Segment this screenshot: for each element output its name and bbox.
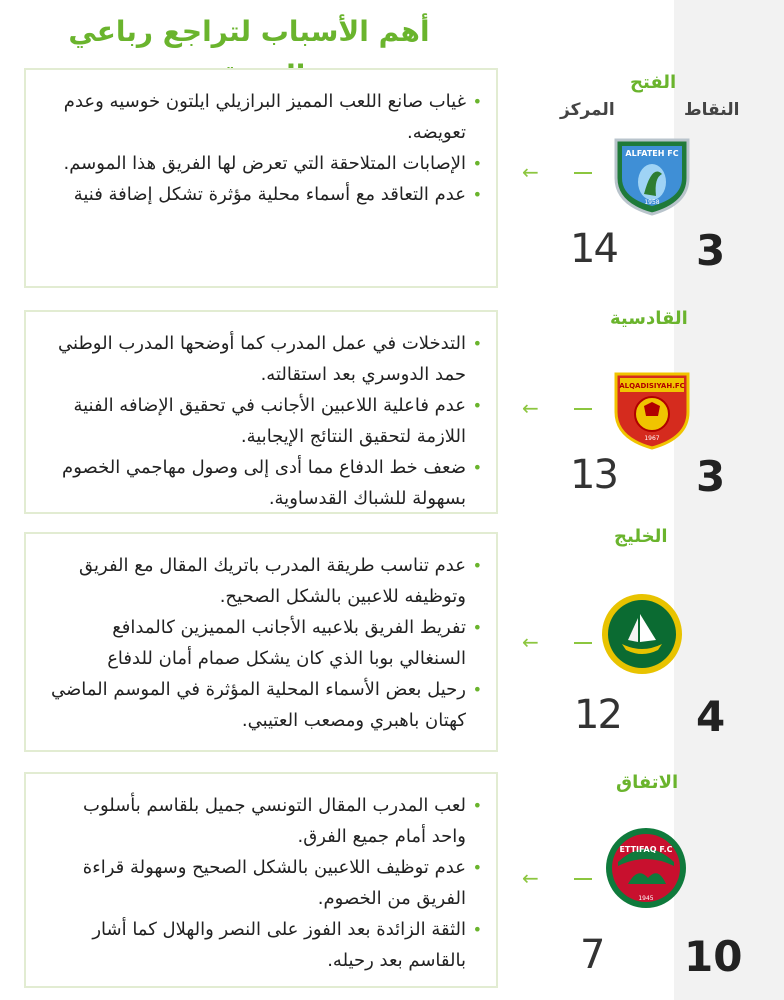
- reasons-box: [24, 772, 498, 988]
- bullet-icon: •: [472, 396, 482, 415]
- team-name: الاتفاق: [616, 772, 679, 793]
- reason-item: • عدم تناسب طريقة المدرب باتريك المقال مع الفريق وتوظيفه للاعبين بالشكل الصحيح.: [44, 550, 482, 612]
- alqadisiyah-logo-icon: [610, 368, 694, 452]
- reasons-list: [44, 86, 482, 210]
- points-value: 4: [696, 692, 726, 741]
- reason-item: • تفريط الفريق بلاعبيه الأجانب المميزين كالمدافع السنغالي بوبا الذي كان يشكل صمام أمان للدفاع: [44, 612, 482, 674]
- points-value: 3: [696, 226, 726, 275]
- reason-item: • ضعف خط الدفاع مما أدى إلى وصول مهاجمي الخصوم بسهولة للشباك القدساوية.: [44, 452, 482, 514]
- bullet-icon: •: [472, 680, 482, 699]
- alettifaq-logo-icon: [604, 826, 688, 910]
- bullet-icon: •: [472, 556, 482, 575]
- team-name: الفتح: [630, 72, 677, 93]
- points-value: 3: [696, 452, 726, 501]
- arrow-icon: ←: [522, 400, 592, 416]
- rank-value: 13: [570, 452, 617, 498]
- arrow-icon: ←: [522, 634, 592, 650]
- rank-header: المركز: [560, 100, 615, 120]
- team-name: القادسية: [610, 308, 688, 329]
- bullet-icon: •: [472, 618, 482, 637]
- reasons-list: [44, 328, 482, 514]
- bullet-icon: •: [472, 334, 482, 353]
- reason-item: • عدم فاعلية اللاعبين الأجانب في تحقيق الإضافه الفنية اللازمة لتحقيق النتائج الإيجابية.: [44, 390, 482, 452]
- rank-value: 14: [570, 226, 617, 272]
- reason-item: • الثقة الزائدة بعد الفوز على النصر والهلال كما أشار بالقاسم بعد رحيله.: [44, 914, 482, 976]
- points-header: النقاط: [684, 100, 740, 120]
- svg-text:1945: 1945: [638, 895, 654, 902]
- reason-item: • رحيل بعض الأسماء المحلية المؤثرة في الموسم الماضي كهتان باهبري ومصعب العتيبي.: [44, 674, 482, 736]
- reason-item: • عدم التعاقد مع أسماء محلية مؤثرة تشكل إضافة فنية: [44, 179, 482, 210]
- svg-text:ALFATEH FC: ALFATEH FC: [625, 149, 679, 158]
- svg-text:1967: 1967: [644, 435, 660, 442]
- rank-value: 12: [574, 692, 621, 738]
- bullet-icon: •: [472, 154, 482, 173]
- reasons-box: [24, 532, 498, 752]
- arrow-icon: ←: [522, 164, 592, 180]
- bullet-icon: •: [472, 458, 482, 477]
- page-title: أهم الأسباب لتراجع رباعي: [68, 15, 430, 48]
- reason-item: • الإصابات المتلاحقة التي تعرض لها الفريق هذا الموسم.: [44, 148, 482, 179]
- reasons-list: [44, 550, 482, 736]
- svg-text:ETTIFAQ F.C: ETTIFAQ F.C: [619, 845, 673, 854]
- arrow-icon: ←: [522, 870, 592, 886]
- reason-item: • لعب المدرب المقال التونسي جميل بلقاسم بأسلوب واحد أمام جميع الفرق.: [44, 790, 482, 852]
- reasons-box: [24, 68, 498, 288]
- rank-value: 7: [580, 932, 604, 978]
- alkhaleej-logo-icon: [600, 592, 684, 676]
- bullet-icon: •: [472, 920, 482, 939]
- svg-text:1958: 1958: [644, 199, 660, 206]
- reason-item: • عدم توظيف اللاعبين بالشكل الصحيح وسهولة قراءة الفريق من الخصوم.: [44, 852, 482, 914]
- reason-item: • غياب صانع اللعب المميز البرازيلي ايلتون خوسيه وعدم تعويضه.: [44, 86, 482, 148]
- team-name: الخليج: [614, 526, 668, 547]
- reasons-box: [24, 310, 498, 514]
- reason-item: • التدخلات في عمل المدرب كما أوضحها المدرب الوطني حمد الدوسري بعد استقالته.: [44, 328, 482, 390]
- bullet-icon: •: [472, 92, 482, 111]
- points-value: 10: [684, 932, 743, 981]
- alfateh-logo-icon: [610, 134, 694, 218]
- bullet-icon: •: [472, 858, 482, 877]
- svg-text:ALQADISIYAH.FC: ALQADISIYAH.FC: [619, 382, 685, 390]
- bullet-icon: •: [472, 796, 482, 815]
- bullet-icon: •: [472, 185, 482, 204]
- reasons-list: [44, 790, 482, 976]
